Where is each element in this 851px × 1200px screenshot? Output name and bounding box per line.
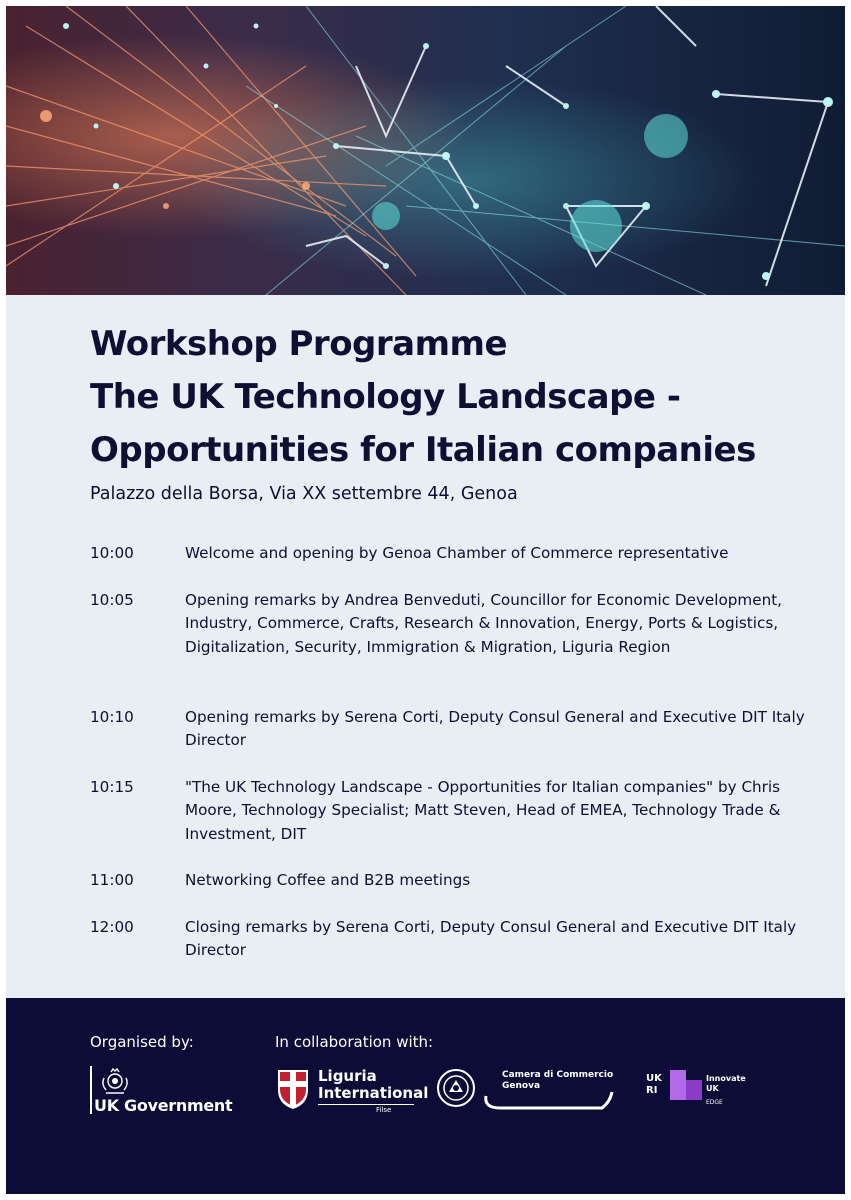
innovate-wordmark-line-2: UK [706, 1084, 719, 1093]
liguria-subtext: Filse [376, 1106, 392, 1114]
innovate-wordmark-line-3: EDGE [706, 1099, 723, 1106]
organised-by-label: Organised by: [90, 1033, 194, 1051]
programme-time: 10:00 [90, 544, 134, 562]
collaboration-label: In collaboration with: [275, 1033, 434, 1051]
programme-time: 10:05 [90, 591, 134, 609]
liguria-shield-icon [276, 1068, 310, 1110]
programme-description: "The UK Technology Landscape - Opportunities for Italian companies" by Chris Moore, Technology Specialist; Matt Steven, Head of EMEA, Technology Trade & Investment, DIT [185, 778, 781, 843]
page-subtitle-line-1: The UK Technology Landscape - [90, 377, 681, 417]
title-block [90, 318, 830, 477]
programme-flyer [6, 6, 845, 1194]
programme-description: Opening remarks by Serena Corti, Deputy Consul General and Executive DIT Italy Director [185, 708, 805, 750]
liguria-wordmark-line-2: International [318, 1084, 429, 1102]
royal-crest-icon [98, 1066, 132, 1096]
venue-address: Palazzo della Borsa, Via XX settembre 44, Genoa [90, 484, 518, 504]
innovate-uk-edge-logo [646, 1070, 786, 1112]
programme-time: 12:00 [90, 918, 134, 936]
innovate-block-2 [686, 1080, 702, 1100]
camera-commercio-logo [436, 1068, 616, 1116]
ukri-mark: UK RI [646, 1073, 662, 1096]
programme-description: Opening remarks by Andrea Benveduti, Councillor for Economic Development, Industry, Commerce, Crafts, Research & Innovation, Energy, Ports & Logistics, Digitalization, Security, Immigration & Migration, Liguria Region [185, 591, 782, 656]
network-lines-graphic [6, 6, 845, 295]
logo-rule [318, 1104, 414, 1105]
innovate-wordmark-line-1: Innovate [706, 1074, 746, 1083]
programme-time: 10:15 [90, 778, 134, 796]
programme-time: 10:10 [90, 708, 134, 726]
programme-time: 11:00 [90, 871, 134, 889]
logo-rule [90, 1066, 92, 1114]
chamber-seal-icon [436, 1068, 476, 1108]
page-subtitle-line-2: Opportunities for Italian companies [90, 430, 756, 470]
camera-wordmark-line-2: Genova [502, 1081, 541, 1091]
programme-description: Welcome and opening by Genoa Chamber of Commerce representative [185, 544, 729, 562]
page-title: Workshop Programme [90, 324, 508, 364]
camera-swoosh-graphic [482, 1090, 614, 1110]
innovate-block [670, 1070, 686, 1100]
uk-government-wordmark: UK Government [94, 1096, 233, 1115]
camera-wordmark-line-1: Camera di Commercio [502, 1070, 614, 1080]
liguria-international-logo [276, 1067, 429, 1118]
uk-government-logo [90, 1066, 250, 1118]
programme-description: Networking Coffee and B2B meetings [185, 871, 471, 889]
liguria-wordmark-line-1: Liguria [318, 1067, 377, 1085]
programme-description: Closing remarks by Serena Corti, Deputy Consul General and Executive DIT Italy Director [185, 918, 797, 960]
footer-band [6, 998, 845, 1194]
hero-image [6, 6, 845, 295]
